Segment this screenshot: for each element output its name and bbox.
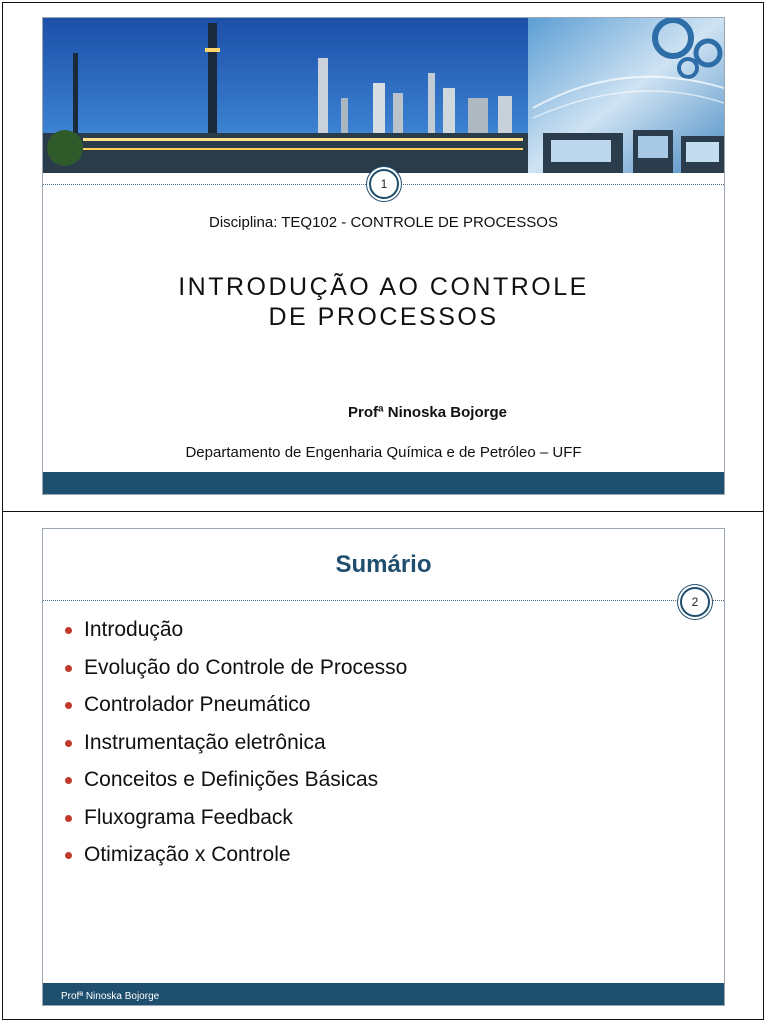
list-item: Conceitos e Definições Básicas <box>65 765 407 803</box>
refinery-banner-image <box>43 18 724 173</box>
bullet-icon <box>65 815 72 822</box>
footer-author: Profª Ninoska Bojorge <box>61 991 160 1002</box>
slide-title-line-1: INTRODUÇÃO AO CONTROLE <box>178 273 589 301</box>
list-item: Evolução do Controle de Processo <box>65 653 407 691</box>
department-name: Departamento de Engenharia Química e de Petróleo – UFF <box>185 444 582 461</box>
list-item: Introdução <box>65 615 407 653</box>
author-name: Profª Ninoska Bojorge <box>348 404 507 421</box>
footer-bar <box>43 983 724 1005</box>
footer-bar <box>43 472 724 494</box>
slide-title <box>43 272 724 332</box>
header-divider <box>43 600 724 601</box>
summary-title: Sumário <box>335 551 432 578</box>
slide-number-badge: 2 <box>680 587 710 617</box>
page-divider <box>2 511 764 512</box>
bullet-icon <box>65 740 72 747</box>
list-item: Fluxograma Feedback <box>65 803 407 841</box>
slide-title-line-2: DE PROCESSOS <box>268 303 499 331</box>
list-item: Instrumentação eletrônica <box>65 728 407 766</box>
slide-2 <box>42 528 725 1006</box>
bullet-icon <box>65 665 72 672</box>
bullet-icon <box>65 777 72 784</box>
discipline-label: Disciplina: TEQ102 - CONTROLE DE PROCESSOS <box>209 214 558 231</box>
list-item: Otimização x Controle <box>65 840 407 878</box>
summary-list <box>65 615 407 878</box>
slide-number-badge: 1 <box>369 169 399 199</box>
list-item: Controlador Pneumático <box>65 690 407 728</box>
slide-1 <box>42 17 725 495</box>
bullet-icon <box>65 702 72 709</box>
bullet-icon <box>65 627 72 634</box>
bullet-icon <box>65 852 72 859</box>
